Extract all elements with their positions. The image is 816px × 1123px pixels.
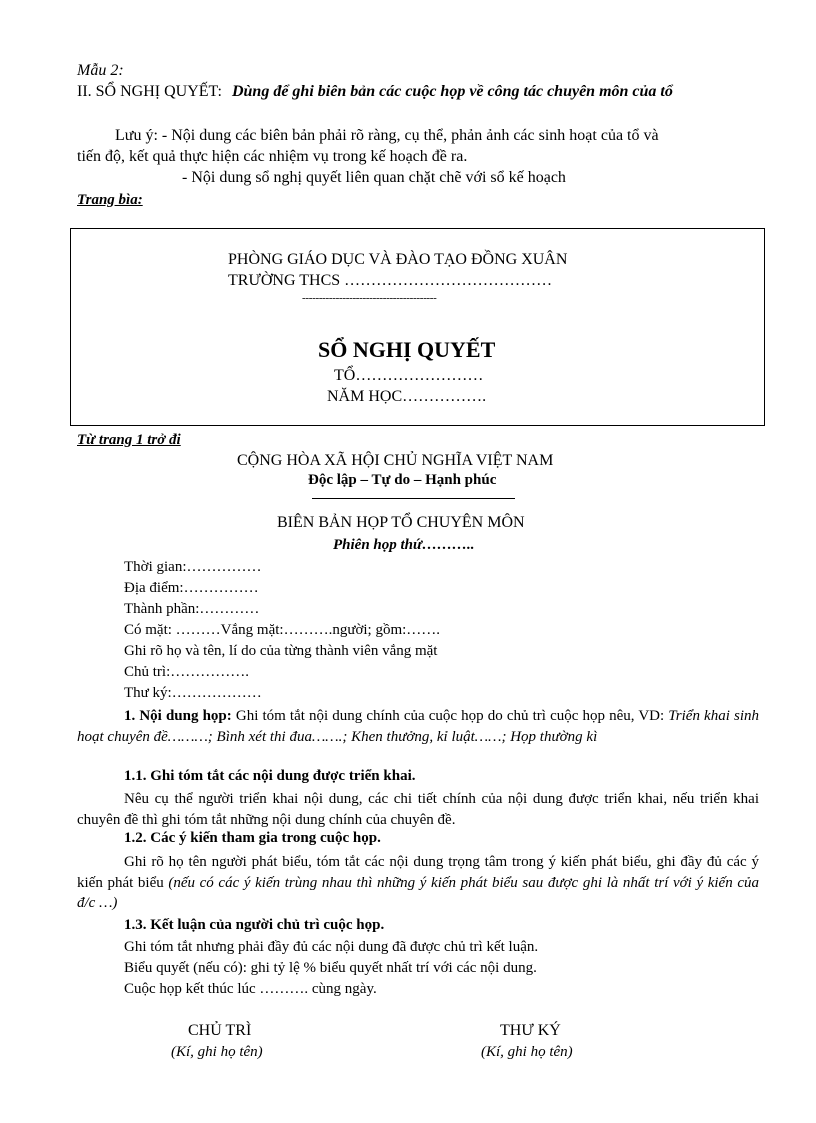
form-label: Mẫu 2:	[77, 62, 124, 79]
section-1-title: 1. Nội dung họp:	[124, 708, 232, 724]
section-1-3-title: 1.3. Kết luận của người chủ trì cuộc họp.	[124, 917, 385, 933]
section-1-1-text: Nêu cụ thể người triển khai nội dung, các chi tiết chính của nội dung được triển khai, nếu triển khai chuyên đề thì ghi tóm tắt những nội dung chính của chuyên đề.	[77, 791, 759, 828]
cover-label: Trang bìa:	[77, 192, 143, 208]
national-title: CỘNG HÒA XÃ HỘI CHỦ NGHĨA VIỆT NAM	[237, 452, 554, 469]
section-1-3-line-2: Biểu quyết (nếu có): ghi tỷ lệ % biểu quyết nhất trí với các nội dung.	[124, 960, 537, 976]
minutes-title: BIÊN BẢN HỌP TỔ CHUYÊN MÔN	[277, 514, 525, 531]
cover-year: NĂM HỌC…………….	[327, 388, 487, 405]
signature-chair-title: CHỦ TRÌ	[188, 1022, 252, 1039]
motto-underline	[312, 498, 515, 499]
section-title-prefix: II. SỔ NGHỊ QUYẾT:	[77, 83, 222, 100]
section-1-2-title: 1.2. Các ý kiến tham gia trong cuộc họp.	[124, 830, 381, 846]
section-title-desc: Dùng để ghi biên bản các cuộc họp về công tác chuyên môn của tổ	[231, 83, 673, 100]
signature-chair-note: (Kí, ghi họ tên)	[171, 1044, 263, 1060]
page-section-label: Từ trang 1 trở đi	[77, 432, 181, 448]
field-absent-note: Ghi rõ họ và tên, lí do của từng thành viên vắng mặt	[124, 643, 438, 659]
section-1-3-line-1: Ghi tóm tắt nhưng phải đầy đủ các nội dung đã được chủ trì kết luận.	[124, 939, 539, 955]
field-place: Địa điểm:……………	[124, 580, 259, 596]
section-1-3-line-3: Cuộc họp kết thúc lúc ………. cùng ngày.	[124, 981, 377, 997]
section-title	[77, 83, 673, 101]
field-members: Thành phần:…………	[124, 601, 260, 617]
cover-department: PHÒNG GIÁO DỤC VÀ ĐÀO TẠO ĐỒNG XUÂN	[228, 251, 568, 268]
cover-group: TỔ……………………	[334, 367, 484, 384]
note-line-2: tiến độ, kết quả thực hiện các nhiệm vụ trong kế hoạch đề ra.	[77, 148, 468, 165]
signature-secretary-note: (Kí, ghi họ tên)	[481, 1044, 573, 1060]
motto: Độc lập – Tự do – Hạnh phúc	[308, 472, 497, 488]
field-chair: Chủ trì:…………….	[124, 664, 250, 680]
field-time: Thời gian:……………	[124, 559, 262, 575]
section-1-example: Triển khai sinh hoạt chuyên đề………; Bình xét thi đua…….; Khen thưởng, kỉ luật……; Họp thường kì	[77, 708, 759, 745]
session-number: Phiên họp thứ………..	[333, 537, 475, 553]
note-line-3: - Nội dung sổ nghị quyết liên quan chặt chẽ với sổ kế hoạch	[182, 169, 566, 186]
cover-dashes: ----------------------------------------	[302, 292, 437, 304]
section-1-paragraph	[77, 706, 759, 747]
signature-secretary-title: THƯ KÝ	[500, 1022, 561, 1039]
note-line-1: Lưu ý: - Nội dung các biên bản phải rõ ràng, cụ thể, phản ảnh các sinh hoạt của tổ và	[115, 127, 659, 144]
section-1-2-text: Ghi rõ họ tên người phát biểu, tóm tắt các nội dung trọng tâm trong ý kiến phát biểu, ghi đầy đủ các ý kiến phát biểu	[77, 854, 759, 891]
section-1-2-paragraph	[77, 852, 759, 914]
section-1-text: Ghi tóm tắt nội dung chính của cuộc họp do chủ trì cuộc họp nêu, VD:	[231, 708, 669, 724]
cover-title: SỔ NGHỊ QUYẾT	[318, 337, 496, 362]
field-attendance: Có mặt: ………Vắng mặt:……….người; gồm:…….	[124, 622, 441, 638]
section-1-1-title: 1.1. Ghi tóm tắt các nội dung được triển khai.	[124, 768, 416, 784]
section-1-2-italic: (nếu có các ý kiến trùng nhau thì những ý kiến phát biểu sau được ghi là nhất trí với ý kiến của đ/c …)	[77, 874, 760, 911]
cover-school: TRƯỜNG THCS …………………………………	[228, 272, 553, 289]
field-secretary: Thư ký:………………	[124, 685, 262, 701]
